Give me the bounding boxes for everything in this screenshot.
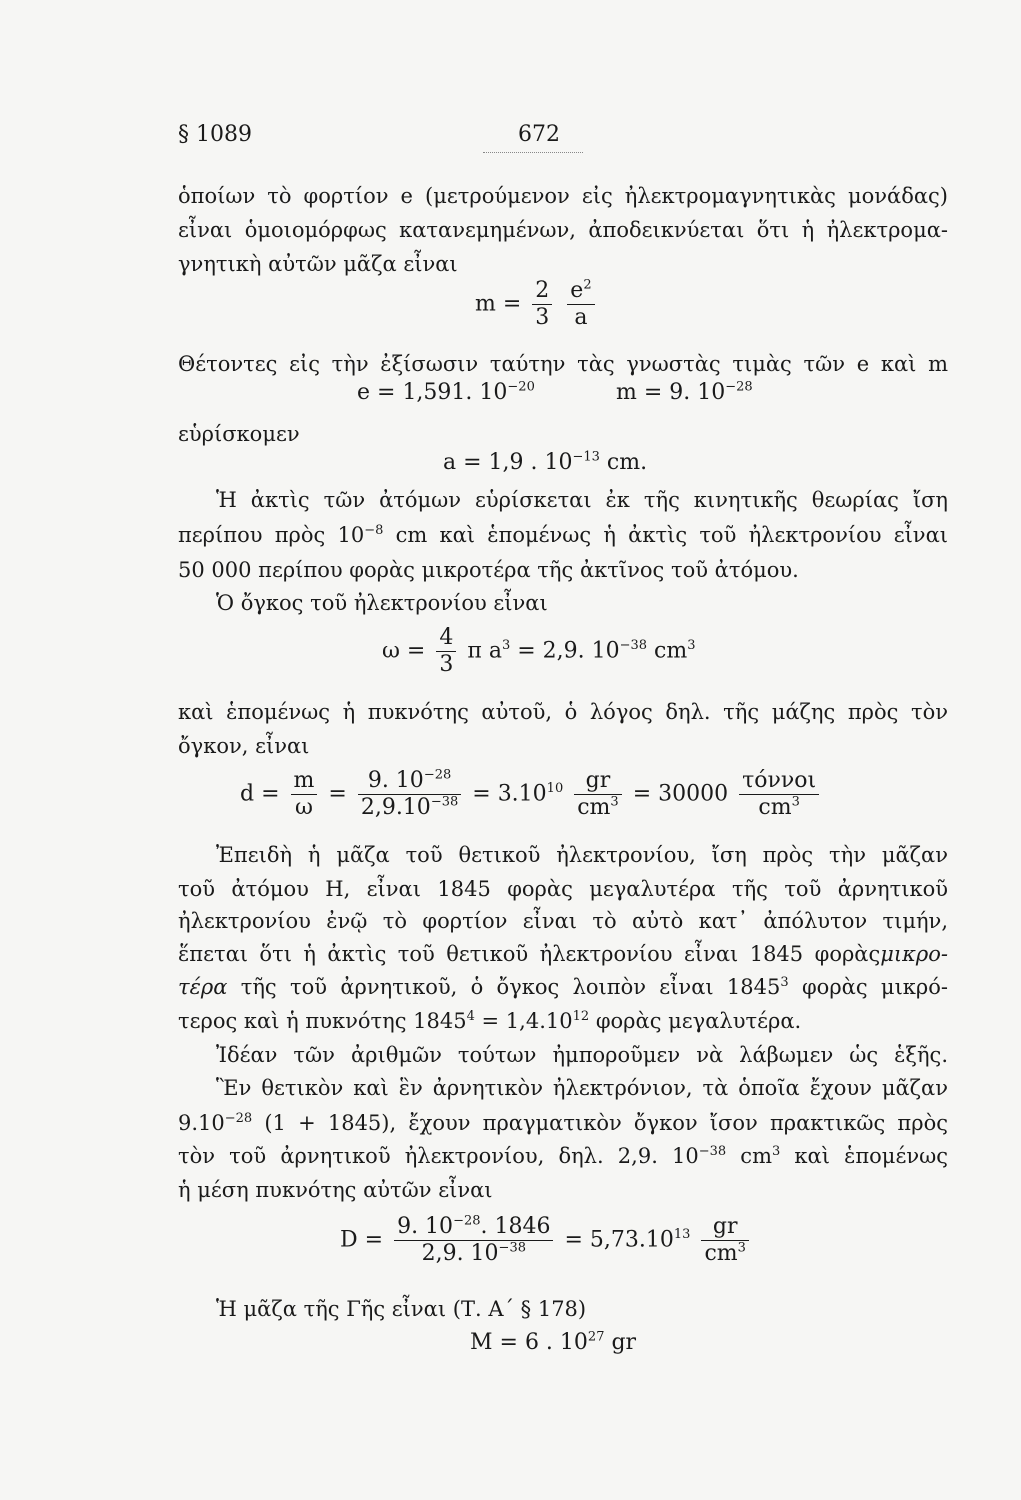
text-line: Ἓν θετικὸν καὶ ἓν ἀρνητικὸν ἠλεκτρόνιον, τὰ ὁποῖα ἔχουν μᾶζαν — [216, 1076, 948, 1100]
text-line: Ἐπειδὴ ἡ μᾶζα τοῦ θετικοῦ ἠλεκτρονίου, ἴση πρὸς τὴν μᾶζαν — [216, 843, 948, 867]
text-line: τέρα τῆς τοῦ ἀρνητικοῦ, ὁ ὄγκος λοιπὸν εἶναι 1845$^3$ φορὰς μικρό- — [178, 975, 949, 999]
text-line: ἡ μέση πυκνότης αὐτῶν εἶναι — [178, 1178, 493, 1202]
equation-e-value: e = 1,591. $10^{-20}$ — [357, 379, 535, 405]
equation-a: a = 1,9 . $10^{-13}$ cm. — [443, 449, 648, 475]
text-line: Θέτοντες εἰς τὴν ἐξίσωσιν ταύτην τὰς γνωστὰς τιμὰς τῶν e καὶ m — [178, 352, 948, 376]
text-line: τὸν τοῦ ἀρνητικοῦ ἠλεκτρονίου, δηλ. 2,9. $10^{-38}$ $cm^3$ καὶ ἑπομένως — [178, 1144, 948, 1168]
text-line: Ἡ μᾶζα τῆς Γῆς εἶναι (Τ. Α΄ § 178) — [216, 1297, 587, 1321]
equation-density: d = $\frac{m}{\omega}$ = $\frac{9. 10^{-28}}{2,9.10^{-38}}$ = 3.10$^{10}$ $\frac{gr}{cm^3}$ = 30000 $\frac{\text{τόννοι}}{cm^3}$ — [240, 768, 823, 821]
fraction: $\frac{m}{\omega}$ — [291, 768, 318, 821]
equation-mean-density: D = $\frac{9. 10^{-28}. 1846}{2,9. 10^{-38}}$ = $5,73.10^{13}$ $\frac{gr}{cm^3}$ — [340, 1214, 753, 1267]
text-line: ὁποίων τὸ φορτίον e (μετρούμενον εἰς ἠλεκτρομαγνητικὰς μονάδας) — [178, 184, 948, 208]
text-line: τοῦ ἀτόμου H, εἶναι 1845 φορὰς μεγαλυτέρα τῆς τοῦ ἀρνητικοῦ — [178, 877, 948, 901]
text-line: ἕπεται ὅτι ἡ ἀκτὶς τοῦ θετικοῦ ἠλεκτρονίου εἶναι 1845 φορὰςμικρο- — [178, 942, 948, 966]
fraction: $\frac{\text{τόννοι}}{cm^3}$ — [739, 768, 819, 821]
text-line: Ἰδέαν τῶν ἀριθμῶν τούτων ἠμποροῦμεν νὰ λάβωμεν ὡς ἑξῆς. — [216, 1043, 948, 1067]
text-line: 50 000 περίπου φορὰς μικροτέρα τῆς ἀκτῖνος τοῦ ἀτόμου. — [178, 558, 799, 582]
fraction: $\frac{9. 10^{-28}}{2,9.10^{-38}}$ — [358, 768, 461, 821]
fraction: $\frac{9. 10^{-28}. 1846}{2,9. 10^{-38}}$ — [394, 1214, 553, 1267]
text-line: γνητικὴ αὐτῶν μᾶζα εἶναι — [178, 252, 458, 276]
page-number: 672 — [518, 122, 560, 147]
equation-m: m = $\frac{2}{3}$ $\frac{e^2}{a}$ — [475, 278, 599, 331]
page-header — [178, 122, 948, 152]
fraction: $\frac{gr}{cm^3}$ — [574, 768, 621, 821]
equation-omega: ω = $\frac{4}{3}$ π $a^3 = 2,9$. $10^{-38}$ $cm^3$ — [382, 625, 696, 677]
text-line: τερος καὶ ἡ πυκνότης $1845^4 = 1,4.10^{12}$ φορὰς μεγαλυτέρα. — [178, 1009, 802, 1033]
fraction: $\frac{4}{3}$ — [436, 625, 456, 678]
equation-m-value: m = 9. $10^{-28}$ — [616, 379, 753, 405]
text-line: περίπου πρὸς $10^{-8}$ cm καὶ ἑπομένως ἡ ἀκτὶς τοῦ ἠλεκτρονίου εἶναι — [178, 523, 948, 547]
text-line: Ἡ ἀκτὶς τῶν ἀτόμων εὑρίσκεται ἐκ τῆς κινητικῆς θεωρίας ἴση — [216, 488, 948, 512]
text-line: ἠλεκτρονίου ἐνῷ τὸ φορτίον εἶναι τὸ αὐτὸ κατ᾽ ἀπόλυτον τιμήν, — [178, 909, 948, 933]
header-ornament-line — [483, 152, 583, 153]
equation-earth-mass: M = 6 . $10^{27}$ gr — [470, 1329, 637, 1355]
text-line: εἶναι ὁμοιομόρφως κατανεμημένων, ἀποδεικνύεται ὅτι ἡ ἠλεκτρομα- — [178, 218, 948, 242]
fraction: $\frac{2}{3}$ — [532, 278, 552, 331]
text-line: καὶ ἑπομένως ἡ πυκνότης αὐτοῦ, ὁ λόγος δηλ. τῆς μάζης πρὸς τὸν — [178, 700, 948, 724]
text-line: εὑρίσκομεν — [178, 422, 300, 446]
text-line: $9.10^{-28}$ (1 + 1845), ἔχουν πραγματικὸν ὄγκον ἴσον πρακτικῶς πρὸς — [178, 1111, 948, 1135]
fraction: $\frac{gr}{cm^3}$ — [701, 1214, 748, 1267]
text-line: ὄγκον, εἶναι — [178, 734, 310, 758]
text-line: Ὁ ὄγκος τοῦ ἠλεκτρονίου εἶναι — [216, 591, 548, 615]
section-number: § 1089 — [178, 122, 252, 147]
fraction: $\frac{e^2}{a}$ — [567, 278, 594, 331]
